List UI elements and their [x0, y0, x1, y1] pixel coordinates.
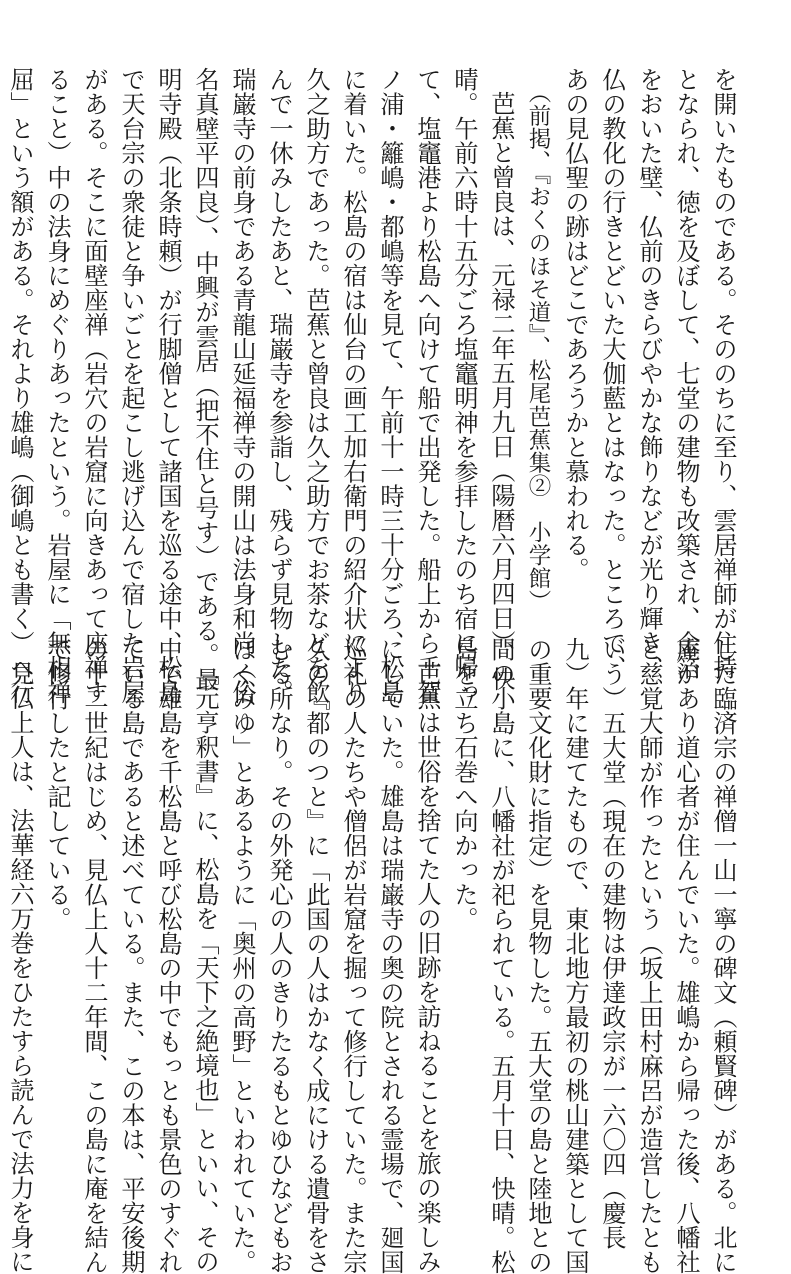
text-line: に着いた。松島の宿は仙台の画工加右衛門の紹介状により	[339, 67, 367, 704]
text-line: 庵があり道心者が住んでいた。雄嶋から帰った後、八幡社	[672, 637, 700, 1274]
text-line: の十二世紀はじめ、見仏上人十二年間、この島に庵を結ん	[80, 637, 108, 1274]
text-line: 仏の教化の行きとどいた大伽藍とはなった。ところで、	[598, 67, 626, 680]
lower-text-block	[0, 637, 741, 1274]
text-line: 中で雄島を千松島と呼び松島の中でもっとも景色のすぐれ	[154, 637, 182, 1274]
text-line: となられ、徳を及ぼして、七堂の建物も改築され、金箔	[672, 67, 700, 680]
text-line	[0, 67, 1, 627]
text-line: ほくみゆ」とあるように「奥州の高野」といわれていた。	[228, 637, 256, 1274]
text-line: を開いたものである。そののちに至り、雲居禅師が住持	[709, 67, 737, 680]
text-line: 晴。午前六時十五分ごろ塩竈明神を参拝したのち宿に帰っ	[450, 67, 478, 704]
text-line: 九）年に建てたもので、東北地方最初の桃山建築として国	[561, 637, 589, 1274]
text-line: にしていた。雄島は瑞巌寺の奥の院とされる霊場で、廻国	[376, 637, 404, 1274]
text-line: 島を立ち石巻へ向かった。	[450, 637, 478, 931]
text-line: 屈」という額がある。それより雄嶋（御嶋とも書く）へ行	[6, 67, 34, 704]
text-line: 瑞巌寺の前身である青龍山延福禅寺の開山は法身和尚（俗	[228, 67, 256, 704]
text-line: 巡礼の人たちや僧侶が岩窟を掘って修行していた。また宗	[339, 637, 367, 1274]
text-line: いう）五大堂（現在の建物は伊達政宗が一六〇四（慶長	[598, 637, 626, 1250]
text-line: ること）中の法身にめぐりあったという。岩屋に「無相禅	[43, 67, 71, 704]
text-line: と慈覚大師が作ったという（坂上田村麻呂が造営したとも	[635, 637, 663, 1274]
text-line: で修行したと記している。	[43, 637, 71, 931]
text-line: て、塩竈港より松島へ向けて船で出発した。船上から千賀	[413, 67, 441, 704]
text-line: 間の小島に、八幡社が祀られている。五月十日、快晴。松	[487, 637, 515, 1274]
text-line: 久の『都のつと』に「此国の人はかなく成にける遺骨をさ	[302, 637, 330, 1274]
text-line: 久之助方であった。芭蕉と曾良は久之助方でお茶などを飲	[302, 67, 330, 704]
text-line: 名真壁平四良）、中興が雲居（把不住と号す）である。最	[191, 67, 219, 692]
text-line: 明寺殿（北条時頼）が行脚僧として諸国を巡る途中、松島	[154, 67, 182, 704]
upper-text-block	[0, 67, 741, 704]
citation: （前掲、『おくのほそ道』、松尾芭蕉集② 小学館）	[525, 81, 551, 613]
text-line: で天台宗の衆徒と争いごとを起こし逃げ込んで宿した岩屋	[117, 67, 145, 704]
text-line: した臨済宗の禅僧一山一寧の碑文（頼賢碑）がある。北に	[709, 637, 737, 1274]
paragraph-start: 見仏上人は、法華経六万巻をひたすら読んで法力を身に	[6, 661, 34, 1274]
paragraph-start: 芭蕉は世俗を捨てた人の旧跡を訪ねることを旅の楽しみ	[413, 661, 441, 1274]
text-line	[0, 637, 1, 1157]
text-line: の重要文化財に指定）を見物した。五大堂の島と陸地との	[524, 637, 552, 1274]
text-line: あの見仏聖の跡はどこであろうかと慕われる。	[561, 67, 589, 582]
text-line: んで一休みしたあと、瑞巌寺を参詣し、残らず見物した。	[265, 67, 293, 704]
paragraph-start: 芭蕉と曾良は、元禄二年五月九日（陽暦六月四日）、快	[487, 91, 515, 692]
paragraph-start: 『元亨釈書』に、松島を「天下之絶境也」といい、その	[191, 661, 219, 1274]
text-line: ている島であると述べている。また、この本は、平安後期	[117, 637, 145, 1274]
text-line: がある。そこに面壁座禅（岩穴の岩窟に向きあって座禅す	[80, 67, 108, 704]
text-line: をおいた壁、仏前のきらびやかな飾りなどが光り輝き、	[635, 67, 663, 680]
text-line: ノ浦・籬嶋・都嶋等を見て、午前十一時三十分ごろ、松島	[376, 67, 404, 704]
text-line: むる所なり。その外発心の人のきりたるもとゆひなどもお	[265, 637, 293, 1274]
